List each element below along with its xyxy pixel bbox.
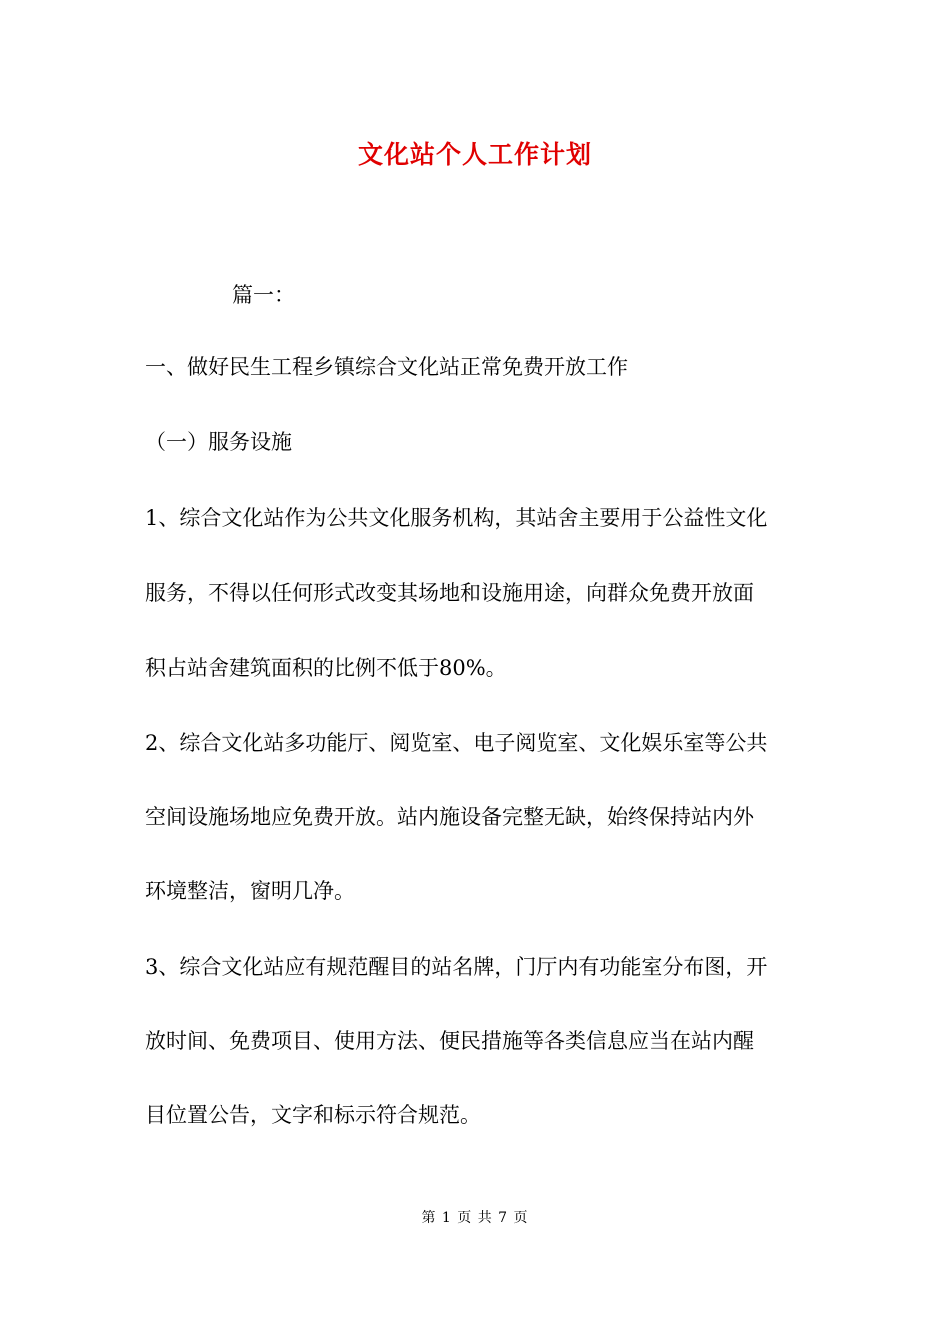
paragraph-line: 服务，不得以任何形式改变其场地和设施用途，向群众免费开放面 [145, 581, 754, 605]
paragraph-line: 目位置公告，文字和标示符合规范。 [145, 1103, 481, 1127]
heading-level-2: （一）服务设施 [145, 430, 292, 454]
paragraph-line: 积占站舍建筑面积的比例不低于80%。 [145, 656, 507, 680]
paragraph-line: 空间设施场地应免费开放。站内施设备完整无缺，始终保持站内外 [145, 805, 754, 829]
paragraph-line: 1、综合文化站作为公共文化服务机构，其站舍主要用于公益性文化 [145, 506, 768, 530]
section-label: 篇一： [232, 283, 295, 307]
document-title: 文化站个人工作计划 [357, 140, 592, 169]
paragraph-line: 放时间、免费项目、使用方法、便民措施等各类信息应当在站内醒 [145, 1029, 754, 1053]
paragraph-line: 2、综合文化站多功能厅、阅览室、电子阅览室、文化娱乐室等公共 [145, 731, 768, 755]
heading-level-1: 一、做好民生工程乡镇综合文化站正常免费开放工作 [145, 355, 628, 379]
page-number-footer: 第 1 页 共 7 页 [421, 1210, 529, 1226]
paragraph-line: 环境整洁，窗明几净。 [145, 879, 355, 903]
paragraph-line: 3、综合文化站应有规范醒目的站名牌，门厅内有功能室分布图，开 [145, 955, 768, 979]
